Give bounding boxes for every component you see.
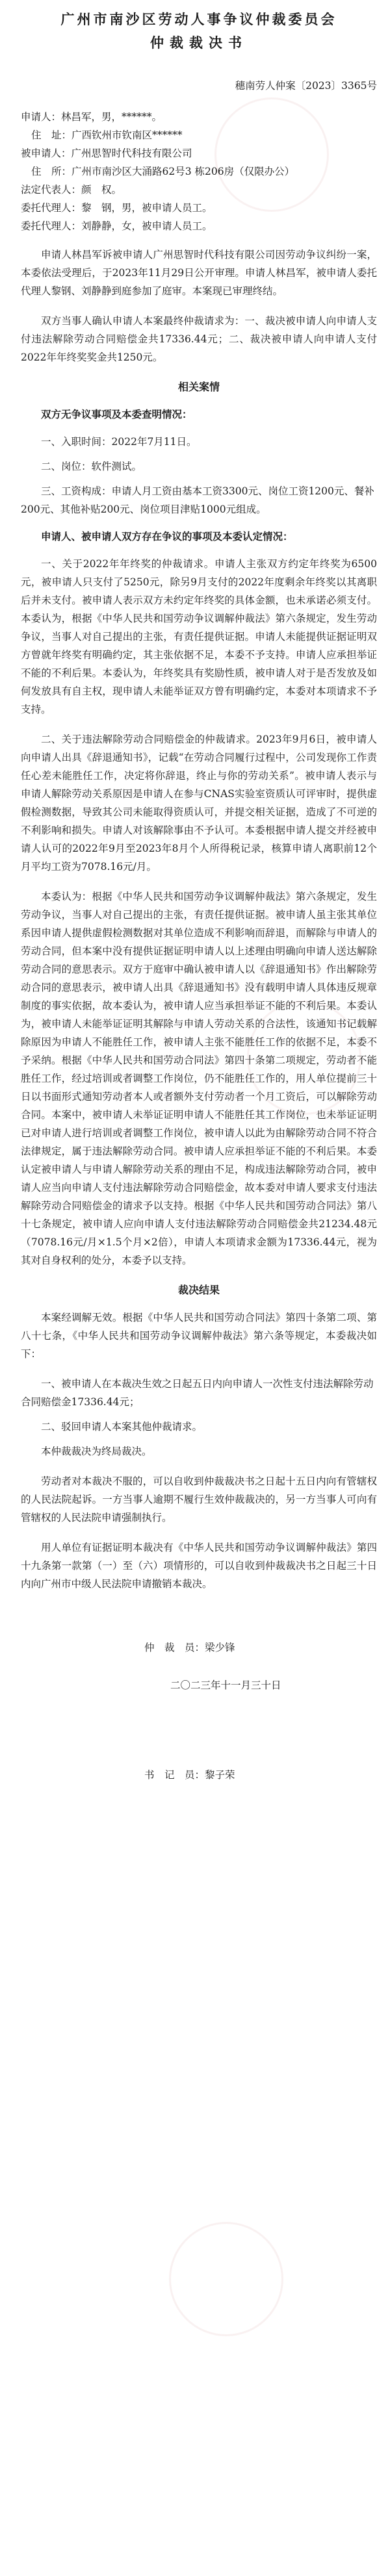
party-value: 广州思智时代科技有限公司 [71, 147, 192, 159]
party-value: 刘静静，女，被申请人员工。 [81, 220, 213, 232]
party-line [21, 217, 377, 235]
ruling-intro: 本案经调解无效。根据《中华人民共和国劳动合同法》第四十条第二项、第八十七条，《中华人民共和国劳动争议调解仲裁法》第六条等规定，本委裁决如下： [21, 1312, 377, 1360]
appeal-notice: 劳动者对本裁决不服的，可以自收到仲裁裁决书之日起十五日内向有管辖权的人民法院起诉。一方当事人逾期不履行生效仲裁裁决的，另一方当事人可向有管辖权的人民法院申请强制执行。 [21, 1475, 377, 1524]
finality-statement: 本仲裁裁决为终局裁决。 [41, 1446, 152, 1457]
intro-paragraph: 申请人林昌军诉被申请人广州思智时代科技有限公司因劳动争议纠纷一案，本委依法受理后，于2023年11月29日公开审理。申请人林昌军，被申请人委托代理人黎钢、刘静静到庭参加了庭审。本案现已审理终结。 [21, 249, 377, 297]
closing-section [21, 1442, 377, 1593]
undisputed-item: 一、入职时间：2022年7月11日。 [41, 436, 197, 448]
party-label: 法定代表人： [21, 184, 82, 196]
undisputed-item: 三、工资构成：申请人月工资由基本工资3300元、岗位工资1200元、餐补200元、其他补贴200元、岗位项目津贴1000元组成。 [21, 485, 374, 515]
ruling-list [21, 1375, 377, 1436]
ruling-item: 一、被申请人在本裁决生效之日起五日内向申请人一次性支付违法解除劳动合同赔偿金17336.44元； [21, 1378, 374, 1408]
bonus-claim-paragraph: 一、关于2022年年终奖的仲裁请求。申请人主张双方约定年终奖为6500元，被申请人只支付了5250元，除另9月支付的2022年度剩余年终奖以其离职后并未支付。被申请人表示双方未约定年终奖的具体金额，也未承诺必须支付。本委认为，根据《中华人民共和国劳动争议调解仲裁法》第六条规定，发生劳动争议，当事人对自己提出的主张，有责任提供证据。申请人未能提供证据证明双方曾就年终奖有明确约定，其主张依据不足，本委不予支持。申请人应承担举证不能的不利后果。本委认为，年终奖具有奖励性质，被申请人对于是否发放及如何发放具有自主权，现申请人未能举证双方曾有明确约定，本委对本项请求不予支持。 [21, 558, 377, 715]
party-label: 被申请人： [21, 147, 72, 159]
party-label: 住 所： [31, 166, 72, 177]
party-line [21, 126, 377, 144]
undisputed-heading: 双方无争议事项及本委查明情况： [41, 409, 192, 420]
party-value: 广州市南沙区大涌路62号3 栋206房（仅限办公） [72, 166, 295, 177]
case-number: 穗南劳人仲案〔2023〕3365号 [235, 80, 377, 92]
revocation-notice: 用人单位有证据证明本裁决有《中华人民共和国劳动争议调解仲裁法》第四十九条第一款第（一）至（六）项情形的，可以自收到仲裁裁决书之日起三十日内向广州市中级人民法院申请撤销本裁决。 [21, 1542, 377, 1590]
disputed-heading: 申请人、被申请人双方存在争议的事项及本委认定情况： [41, 531, 293, 542]
party-label: 委托代理人： [21, 220, 82, 232]
party-value: 广西钦州市钦南区****** [72, 129, 183, 141]
undisputed-list [21, 433, 377, 518]
party-line [21, 162, 377, 181]
party-value: 颜 权。 [81, 184, 122, 196]
undisputed-item: 二、岗位：软件测试。 [41, 461, 142, 472]
seal-watermark-bottom [169, 2222, 283, 2336]
party-line [21, 144, 377, 162]
clerk-signature: 书 记 员：黎子荣 [144, 1769, 235, 1781]
arbitrator-signature: 仲 裁 员：梁少锋 [144, 1642, 235, 1653]
organization-title: 广州市南沙区劳动人事争议仲裁委员会 [60, 12, 337, 27]
party-label: 申请人： [21, 111, 62, 123]
facts-heading: 相关案情 [177, 381, 220, 393]
tribunal-opinion-paragraph: 本委认为：根据《中华人民共和国劳动争议调解仲裁法》第六条规定，发生劳动争议，当事人对自己提出的主张，有责任提供证据。被申请人虽主张其单位系因申请人提供虚假检测数据对其单位造成不利影响而辞退，而解除与申请人的劳动合同，但本案中没有提供证据证明申请人以上述理由明确向申请人送达解除劳动合同的意思表示。双方于庭审中确认被申请人以《辞退通知书》作出解除劳动合同的意思表示，被申请人出具《辞退通知书》没有载明申请人具体违反规章制度的事实依据，故本委认为，被申请人应当承担举证不能的不利后果。本委认为，被申请人未能举证证明其解除与申请人劳动关系的合法性，该通知书记载解除原因为申请人不能胜任工作，被申请人主张不能胜任工作的依据不足，本委不予采纳。根据《中华人民共和国劳动合同法》第四十条第二项规定，劳动者不能胜任工作，经过培训或者调整工作岗位，仍不能胜任工作的，用人单位提前三十日以书面形式通知劳动者本人或者额外支付劳动者一个月工资后，可以解除劳动合同。本案中，被申请人未举证证明申请人不能胜任其工作岗位，也未举证证明已对申请人进行培训或者调整工作岗位，被申请人以此为由解除劳动合同不符合法律规定，属于违法解除劳动合同。被申请人应承担举证不能的不利后果。本委认定被申请人与申请人解除劳动关系的理由不足，构成违法解除劳动合同，被申请人应当向申请人支付违法解除劳动合同赔偿金，故本委对申请人要求支付违法解除劳动合同赔偿金的请求予以支持。根据《中华人民共和国劳动合同法》第八十七条规定，被申请人应向申请人支付违法解除劳动合同赔偿金共21234.48元（7078.16元/月×1.5个月×2倍），申请人本项请求金额为17336.44元，视为其对自身权利的处分，本委予以支持。 [21, 891, 377, 1266]
signature-block [21, 1639, 377, 1784]
ruling-heading: 裁决结果 [177, 1284, 220, 1296]
party-line [21, 199, 377, 217]
dismissal-claim-paragraph: 二、关于违法解除劳动合同赔偿金的仲裁请求。2023年9月6日，被申请人向申请人出具《辞退通知书》，记载“在劳动合同履行过程中，公司发现你工作责任心差未能胜任工作，决定将你辞退，终止与你的劳动关系”。被申请人表示与申请人解除劳动关系原因是申请人在参与CNAS实验室资质认可评审时，提供虚假检测数据，导致其公司未能取得资质认可，并提交相关证据，造成了不可逆的不利影响和损失。申请人对该解除事由不予认可。本委根据申请人提交并经被申请人认可的2022年9月至2023年8月个人所得税记录，核算申请人离职前12个月平均工资为7078.16元/月。 [21, 733, 377, 873]
party-value: 黎 钢，男，被申请人员工。 [81, 202, 213, 214]
ruling-item: 二、驳回申请人本案其他仲裁请求。 [41, 1421, 203, 1433]
party-label: 委托代理人： [21, 202, 82, 214]
party-label: 住 址： [31, 129, 72, 141]
party-line [21, 181, 377, 199]
ruling-date: 二〇二三年十一月三十日 [170, 1679, 281, 1691]
document-body [21, 8, 377, 1802]
document-title: 仲裁裁决书 [150, 35, 248, 51]
party-line [21, 108, 377, 126]
intro-section [21, 246, 377, 366]
parties-block [21, 108, 377, 235]
claims-paragraph: 双方当事人确认申请人本案最终仲裁请求为：一、裁决被申请人向申请人支付违法解除劳动合同赔偿金共17336.44元；二、裁决被申请人向申请人支付2022年年终奖奖金共1250元。 [21, 315, 377, 363]
disputed-section [21, 555, 377, 1269]
party-value: 林昌军，男，******。 [61, 111, 162, 123]
